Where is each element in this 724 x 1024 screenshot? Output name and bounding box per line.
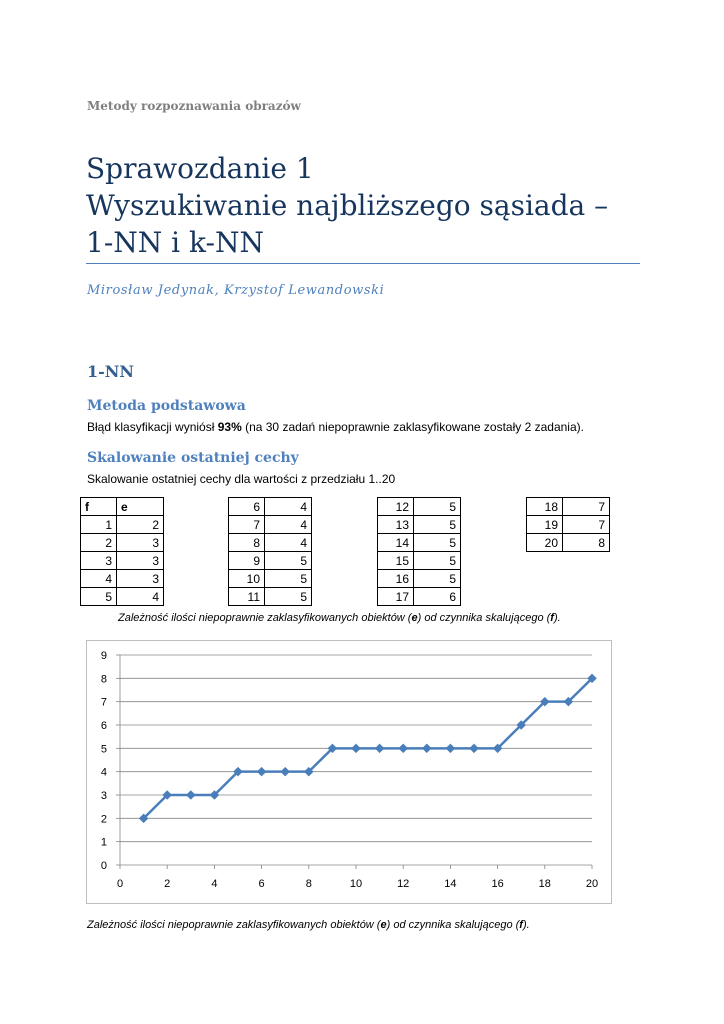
table-row bbox=[229, 516, 312, 534]
results-table-3 bbox=[377, 497, 461, 606]
caption-text: ) od czynnika skalującego ( bbox=[417, 612, 551, 624]
cell-e: 4 bbox=[265, 534, 312, 552]
cell-e: 5 bbox=[414, 498, 461, 516]
header-f: f bbox=[81, 498, 117, 516]
title-divider bbox=[86, 263, 640, 264]
x-tick-label: 2 bbox=[164, 878, 171, 890]
caption-var-e: e bbox=[380, 919, 387, 931]
caption-text: Zależność ilości niepoprawnie zaklasyfikowanych obiektów ( bbox=[87, 919, 381, 931]
table-row bbox=[81, 552, 164, 570]
data-point bbox=[470, 744, 479, 753]
x-tick-label: 14 bbox=[444, 878, 457, 890]
cell-f: 17 bbox=[378, 588, 414, 606]
table-row bbox=[378, 516, 461, 534]
x-tick-label: 20 bbox=[585, 878, 599, 890]
x-tick-label: 10 bbox=[349, 878, 363, 890]
cell-f: 20 bbox=[527, 534, 563, 552]
data-point bbox=[257, 767, 266, 776]
table-row bbox=[229, 534, 312, 552]
authors: Mirosław Jedynak, Krzystof Lewandowski bbox=[87, 283, 385, 298]
cell-f: 8 bbox=[229, 534, 265, 552]
title-line-3: 1-NN i k-NN bbox=[86, 226, 264, 259]
table-row bbox=[229, 552, 312, 570]
title-line-1: Sprawozdanie 1 bbox=[86, 152, 314, 185]
results-table-1 bbox=[80, 497, 164, 606]
results-table-4 bbox=[526, 497, 610, 552]
data-point bbox=[375, 744, 384, 753]
table-caption bbox=[118, 612, 561, 624]
cell-e: 5 bbox=[414, 570, 461, 588]
x-tick-label: 6 bbox=[258, 878, 265, 890]
data-point bbox=[446, 744, 455, 753]
scaling-text: Skalowanie ostatniej cechy dla wartości z przedziału 1..20 bbox=[87, 472, 396, 486]
caption-text: ). bbox=[553, 612, 561, 624]
table-row bbox=[229, 498, 312, 516]
cell-f: 13 bbox=[378, 516, 414, 534]
cell-f: 15 bbox=[378, 552, 414, 570]
chart-frame bbox=[86, 640, 612, 904]
table-header-row bbox=[81, 498, 164, 516]
table-row bbox=[229, 570, 312, 588]
section-heading-1nn: 1-NN bbox=[87, 362, 135, 381]
results-table-2 bbox=[228, 497, 312, 606]
y-tick-label: 3 bbox=[100, 790, 107, 802]
table-row bbox=[378, 498, 461, 516]
document-header: Metody rozpoznawania obrazów bbox=[87, 99, 301, 113]
cell-f: 4 bbox=[81, 570, 117, 588]
x-tick-label: 4 bbox=[211, 878, 218, 890]
table-row bbox=[527, 498, 610, 516]
cell-f: 7 bbox=[229, 516, 265, 534]
data-point bbox=[399, 744, 408, 753]
header-e: e bbox=[117, 498, 164, 516]
cell-f: 6 bbox=[229, 498, 265, 516]
caption-var-f: f bbox=[519, 919, 523, 931]
y-tick-label: 7 bbox=[100, 696, 107, 709]
basic-method-text-a: Błąd klasyfikacji wyniósł bbox=[87, 420, 218, 434]
x-tick-label: 12 bbox=[397, 878, 410, 890]
data-point bbox=[352, 744, 361, 753]
cell-e: 3 bbox=[117, 552, 164, 570]
cell-f: 16 bbox=[378, 570, 414, 588]
table-row bbox=[527, 516, 610, 534]
cell-f: 1 bbox=[81, 516, 117, 534]
cell-f: 2 bbox=[81, 534, 117, 552]
table-row bbox=[378, 570, 461, 588]
caption-text: Zależność ilości niepoprawnie zaklasyfikowanych obiektów ( bbox=[118, 612, 412, 624]
cell-e: 5 bbox=[265, 552, 312, 570]
title-line-2: Wyszukiwanie najbliższego sąsiada – bbox=[86, 189, 609, 222]
caption-text: ). bbox=[522, 919, 530, 931]
table-row bbox=[378, 534, 461, 552]
cell-e: 7 bbox=[563, 516, 610, 534]
y-tick-label: 5 bbox=[100, 743, 107, 756]
table-row bbox=[527, 534, 610, 552]
y-tick-label: 2 bbox=[100, 813, 107, 826]
table-row bbox=[378, 552, 461, 570]
cell-e: 7 bbox=[563, 498, 610, 516]
cell-f: 12 bbox=[378, 498, 414, 516]
table-row bbox=[81, 588, 164, 606]
cell-e: 3 bbox=[117, 534, 164, 552]
cell-e: 5 bbox=[414, 534, 461, 552]
basic-method-text bbox=[87, 420, 584, 434]
data-point bbox=[281, 767, 290, 776]
cell-f: 19 bbox=[527, 516, 563, 534]
caption-var-f: f bbox=[550, 612, 554, 624]
cell-e: 5 bbox=[265, 570, 312, 588]
cell-f: 5 bbox=[81, 588, 117, 606]
y-tick-label: 8 bbox=[100, 673, 107, 686]
cell-f: 9 bbox=[229, 552, 265, 570]
error-rate-value: 93% bbox=[217, 420, 242, 434]
data-point bbox=[186, 791, 195, 800]
cell-e: 2 bbox=[117, 516, 164, 534]
cell-e: 5 bbox=[265, 588, 312, 606]
caption-var-e: e bbox=[411, 612, 418, 624]
subheading-scaling: Skalowanie ostatniej cechy bbox=[87, 450, 299, 466]
y-tick-label: 6 bbox=[100, 720, 107, 732]
y-tick-label: 0 bbox=[100, 860, 107, 872]
y-tick-label: 9 bbox=[100, 650, 107, 662]
cell-e: 5 bbox=[414, 552, 461, 570]
table-row bbox=[81, 570, 164, 588]
y-tick-label: 1 bbox=[100, 836, 107, 849]
x-tick-label: 18 bbox=[538, 878, 551, 890]
cell-f: 11 bbox=[229, 588, 265, 606]
x-tick-label: 0 bbox=[116, 878, 124, 890]
table-row bbox=[229, 588, 312, 606]
caption-text: ) od czynnika skalującego ( bbox=[386, 919, 520, 931]
cell-f: 14 bbox=[378, 534, 414, 552]
y-tick-label: 4 bbox=[100, 766, 107, 779]
cell-f: 3 bbox=[81, 552, 117, 570]
table-row bbox=[81, 516, 164, 534]
document-title bbox=[86, 150, 646, 261]
subheading-basic-method: Metoda podstawowa bbox=[87, 398, 246, 414]
cell-f: 18 bbox=[527, 498, 563, 516]
x-tick-label: 16 bbox=[491, 878, 504, 890]
data-point bbox=[422, 744, 431, 753]
chart-caption bbox=[87, 919, 530, 931]
cell-e: 5 bbox=[414, 516, 461, 534]
table-row bbox=[81, 534, 164, 552]
cell-e: 4 bbox=[117, 588, 164, 606]
cell-e: 4 bbox=[265, 516, 312, 534]
x-tick-label: 8 bbox=[305, 878, 312, 890]
cell-e: 4 bbox=[265, 498, 312, 516]
line-chart bbox=[87, 641, 611, 903]
cell-e: 6 bbox=[414, 588, 461, 606]
table-row bbox=[378, 588, 461, 606]
cell-e: 3 bbox=[117, 570, 164, 588]
cell-f: 10 bbox=[229, 570, 265, 588]
cell-e: 8 bbox=[563, 534, 610, 552]
basic-method-text-b: (na 30 zadań niepoprawnie zaklasyfikowane zostały 2 zadania). bbox=[241, 420, 584, 434]
